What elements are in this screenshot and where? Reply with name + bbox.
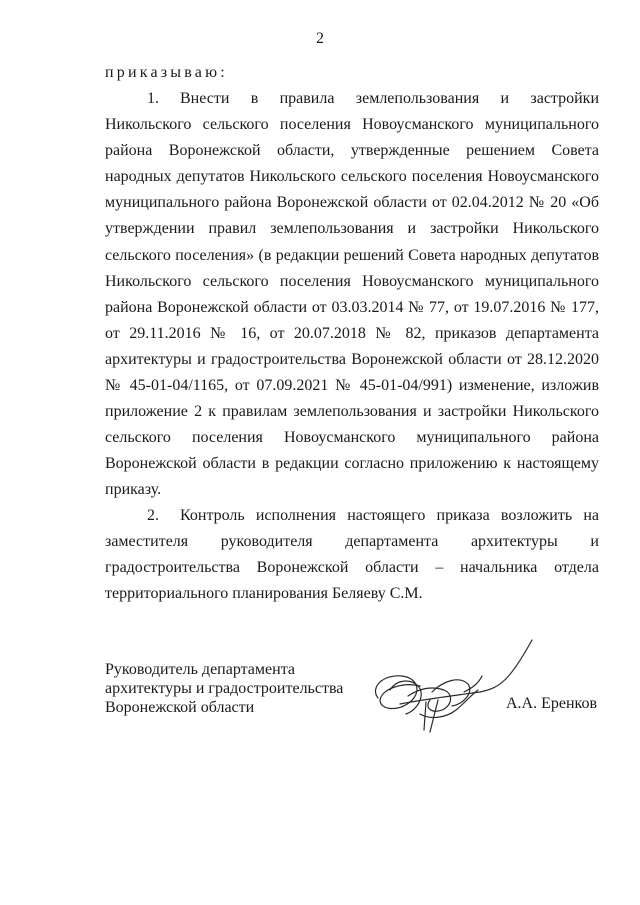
signatory-position xyxy=(105,660,343,717)
page-number: 2 xyxy=(316,30,324,47)
paragraph-2 xyxy=(105,503,599,607)
paragraph-2-text: Контроль исполнения настоящего приказа возложить на заместителя руководителя департамента архитектуры и градостроительства Воронежской области – начальника отдела территориального планирования Беляеву С.М. xyxy=(105,507,599,603)
paragraph-1 xyxy=(105,86,599,504)
handwritten-signature xyxy=(360,630,540,740)
signer-name: А.А. Еренков xyxy=(506,695,598,712)
paragraph-1-text: Внести в правила землепользования и застройки Никольского сельского поселения Новоусманского муниципального района Воронежской области, утвержденные решением Совета народных депутатов Никольского сельского поселения Новоусманского муниципального района Воронежской области от 02.04.2012 № 20 «Об утверждении правил землепользования и застройки Никольского сельского поселения» (в редакции решений Совета народных депутатов Никольского сельского поселения Новоусманского муниципального района Воронежской области от 03.03.2014 № 77, от 19.07.2016 № 177, от 29.11.2016 № 16, от 20.07.2018 № 82, приказов департамента архитектуры и градостроительства Воронежской области от 28.12.2020 № 45-01-04/1165, от 07.09.2021 № 45-01-04/991) изменение, изложив приложение 2 к правилам землепользования и застройки Никольского сельского поселения Новоусманского муниципального района Воронежской области в редакции согласно приложению к настоящему приказу. xyxy=(105,90,599,499)
paragraph-1-number: 1. xyxy=(147,90,159,107)
position-line-1: Руководитель департамента xyxy=(105,661,295,678)
order-heading: приказываю: xyxy=(105,64,228,81)
position-line-3: Воронежской области xyxy=(105,699,255,716)
paragraph-2-number: 2. xyxy=(147,507,159,524)
position-line-2: архитектуры и градостроительства xyxy=(105,680,344,697)
